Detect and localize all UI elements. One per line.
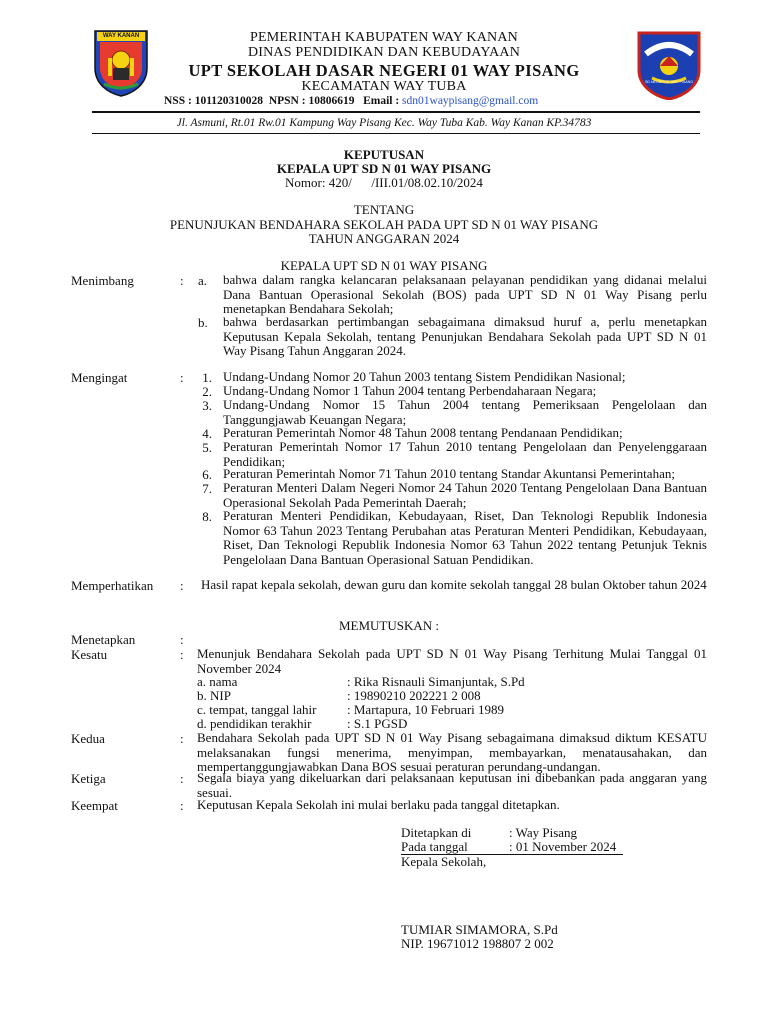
- mengingat-label: Mengingat: [71, 370, 128, 385]
- signer-nip: NIP. 19671012 198807 2 002: [401, 936, 554, 951]
- doc-issuer: KEPALA UPT SD N 01 WAY PISANG: [276, 161, 492, 176]
- ketiga-label: Ketiga: [71, 771, 106, 786]
- keempat-text: Keputusan Kepala Sekolah ini mulai berlaku pada tanggal ditetapkan.: [197, 797, 560, 812]
- mengingat-item-3: Undang-Undang Nomor 15 Tahun 2004 tentang Pemeriksaan Pengelolaan dan Tanggungjawab Keuangan Negara;: [223, 397, 707, 427]
- mengingat-item-7: Peraturan Menteri Dalam Negeri Nomor 24 Tahun 2020 Tentang Pengelolaan Dana Bantuan Operasional Sekolah Pada Pemerintah Daerah;: [223, 480, 707, 510]
- detail-value: : S.1 PGSD: [347, 716, 408, 731]
- email-link[interactable]: sdn01waypisang@gmail.com: [402, 95, 539, 107]
- signature-role: Kepala Sekolah,: [401, 854, 487, 869]
- keempat-label: Keempat: [71, 798, 118, 813]
- email-label: Email :: [363, 95, 400, 107]
- kesatu-label: Kesatu: [71, 647, 108, 662]
- header-rule-thin: [92, 133, 700, 134]
- mengingat-item-5: Peraturan Pemerintah Nomor 17 Tahun 2010 tentang Pengelolaan dan Penyelenggaraan Pendidikan;: [223, 439, 707, 469]
- menimbang-item-b: bahwa berdasarkan pertimbangan sebagaimana dimaksud huruf a, perlu menetapkan Keputusan Kepala Sekolah, tentang Penunjukan Bendahara Sekolah pada UPT SD N 01 Way Pisang Tahun Anggaran 2024.: [223, 314, 707, 358]
- subject-line-2: TAHUN ANGGARAN 2024: [308, 231, 460, 246]
- signature-place-value: : Way Pisang: [509, 825, 578, 840]
- mengingat-item-4: Peraturan Pemerintah Nomor 48 Tahun 2008 tentang Pendanaan Pendidikan;: [223, 425, 623, 440]
- list-marker: b.: [198, 315, 208, 330]
- by-line: KEPALA UPT SD N 01 WAY PISANG: [280, 258, 488, 273]
- detail-value: : Rika Risnauli Simanjuntak, S.Pd: [347, 674, 525, 689]
- colon: :: [180, 647, 184, 662]
- menimbang-label: Menimbang: [71, 273, 134, 288]
- detail-key: d. pendidikan terakhir: [197, 716, 312, 731]
- kedua-label: Kedua: [71, 731, 105, 746]
- school-name: UPT SEKOLAH DASAR NEGERI 01 WAY PISANG: [188, 61, 580, 80]
- detail-key: c. tempat, tanggal lahir: [197, 702, 317, 717]
- header-rule-thick: [92, 111, 700, 113]
- about-label: TENTANG: [353, 202, 415, 217]
- list-marker: 8.: [202, 509, 212, 524]
- address-line: Jl. Asmuni, Rt.01 Rw.01 Kampung Way Pisang Kec. Way Tuba Kab. Way Kanan KP.34783: [176, 117, 592, 129]
- memperhatikan-label: Memperhatikan: [71, 578, 154, 593]
- menimbang-item-a: bahwa dalam rangka kelancaran pelaksanaan pelayanan pendidikan yang didanai melalui Dana Bantuan Operasional Sekolah (BOS) pada UPT SD N 01 Way Pisang perlu menetapkan Bendahara Sekolah;: [223, 272, 707, 316]
- logo-right-text: SD NEGERI 01 WAY PISANG: [644, 80, 694, 84]
- gov-line: PEMERINTAH KABUPATEN WAY KANAN: [250, 30, 518, 45]
- mengingat-item-2: Undang-Undang Nomor 1 Tahun 2004 tentang Perbendaharaan Negara;: [223, 383, 597, 398]
- list-marker: 7.: [202, 481, 212, 496]
- colon: :: [180, 578, 184, 593]
- dept-line: DINAS PENDIDIKAN DAN KEBUDAYAAN: [247, 45, 521, 60]
- list-marker: 2.: [202, 384, 212, 399]
- kedua-text: Bendahara Sekolah pada UPT SD N 01 Way Pisang sebagaimana dimaksud diktum KESATU melaksanakan fungsi menerima, menyimpan, membayarkan, menatausahakan, dan mempertanggungjawabkan Dana BOS sesuai peraturan perundang-undangan.: [197, 730, 707, 774]
- ketiga-text: Segala biaya yang dikeluarkan dari pelaksanaan keputusan ini dibebankan pada anggaran yang sesuai.: [197, 770, 707, 800]
- list-marker: a.: [198, 273, 208, 288]
- detail-value: : 19890210 202221 2 008: [347, 688, 481, 703]
- npsn-label: NPSN :: [268, 95, 306, 107]
- list-marker: 4.: [202, 426, 212, 441]
- signature-date-label: Pada tanggal: [401, 839, 468, 854]
- list-marker: 5.: [202, 440, 212, 455]
- npsn-value: 10806619: [308, 95, 355, 107]
- colon: :: [180, 632, 184, 647]
- kesatu-text: Menunjuk Bendahara Sekolah pada UPT SD N 01 Way Pisang Terhitung Mulai Tanggal 01 November 2024: [197, 646, 707, 676]
- colon: :: [180, 798, 184, 813]
- decision-heading: MEMUTUSKAN :: [338, 618, 440, 633]
- list-marker: 6.: [202, 467, 212, 482]
- logo-left-text: WAY KANAN: [102, 33, 140, 39]
- mengingat-item-6: Peraturan Pemerintah Nomor 71 Tahun 2010 tentang Standar Akuntansi Pemerintahan;: [223, 466, 675, 481]
- list-marker: 3.: [202, 398, 212, 413]
- colon: :: [180, 273, 184, 288]
- district-line: KECAMATAN WAY TUBA: [301, 79, 467, 94]
- mengingat-item-8: Peraturan Menteri Pendidikan, Kebudayaan, Riset, Dan Teknologi Republik Indonesia Nomor 63 Tahun 2023 Tentang Perubahan atas Peraturan Menteri Pendidikan, Kebudayaan, Riset, Dan Teknologi Republik Indonesia Nomor 63 Tahun 2022 tentang Petunjuk Teknis Pengelolaan Dana Bantuan Operasional Satuan Pendidikan.: [223, 508, 707, 567]
- detail-key: a. nama: [197, 674, 238, 689]
- mengingat-item-1: Undang-Undang Nomor 20 Tahun 2003 tentang Sistem Pendidikan Nasional;: [223, 369, 626, 384]
- signer-name: TUMIAR SIMAMORA, S.Pd: [401, 922, 558, 937]
- doc-heading: KEPUTUSAN: [343, 147, 425, 162]
- colon: :: [180, 370, 184, 385]
- nss-value: 101120310028: [194, 95, 264, 107]
- menetapkan-label: Menetapkan: [71, 632, 136, 647]
- subject-line-1: PENUNJUKAN BENDAHARA SEKOLAH PADA UPT SD N 01 WAY PISANG: [169, 217, 599, 232]
- signature-place-label: Ditetapkan di: [401, 825, 472, 840]
- signature-date-value: : 01 November 2024: [509, 839, 617, 854]
- list-marker: 1.: [202, 370, 212, 385]
- doc-number: Nomor: 420/ /III.01/08.02.10/2024: [285, 175, 483, 190]
- colon: :: [180, 731, 184, 746]
- detail-key: b. NIP: [197, 688, 231, 703]
- nss-label: NSS :: [164, 95, 192, 107]
- contact-line: [164, 95, 538, 107]
- detail-value: : Martapura, 10 Februari 1989: [347, 702, 505, 717]
- memperhatikan-text: Hasil rapat kepala sekolah, dewan guru dan komite sekolah tanggal 28 bulan Oktober tahun 2024: [201, 577, 707, 592]
- colon: :: [180, 771, 184, 786]
